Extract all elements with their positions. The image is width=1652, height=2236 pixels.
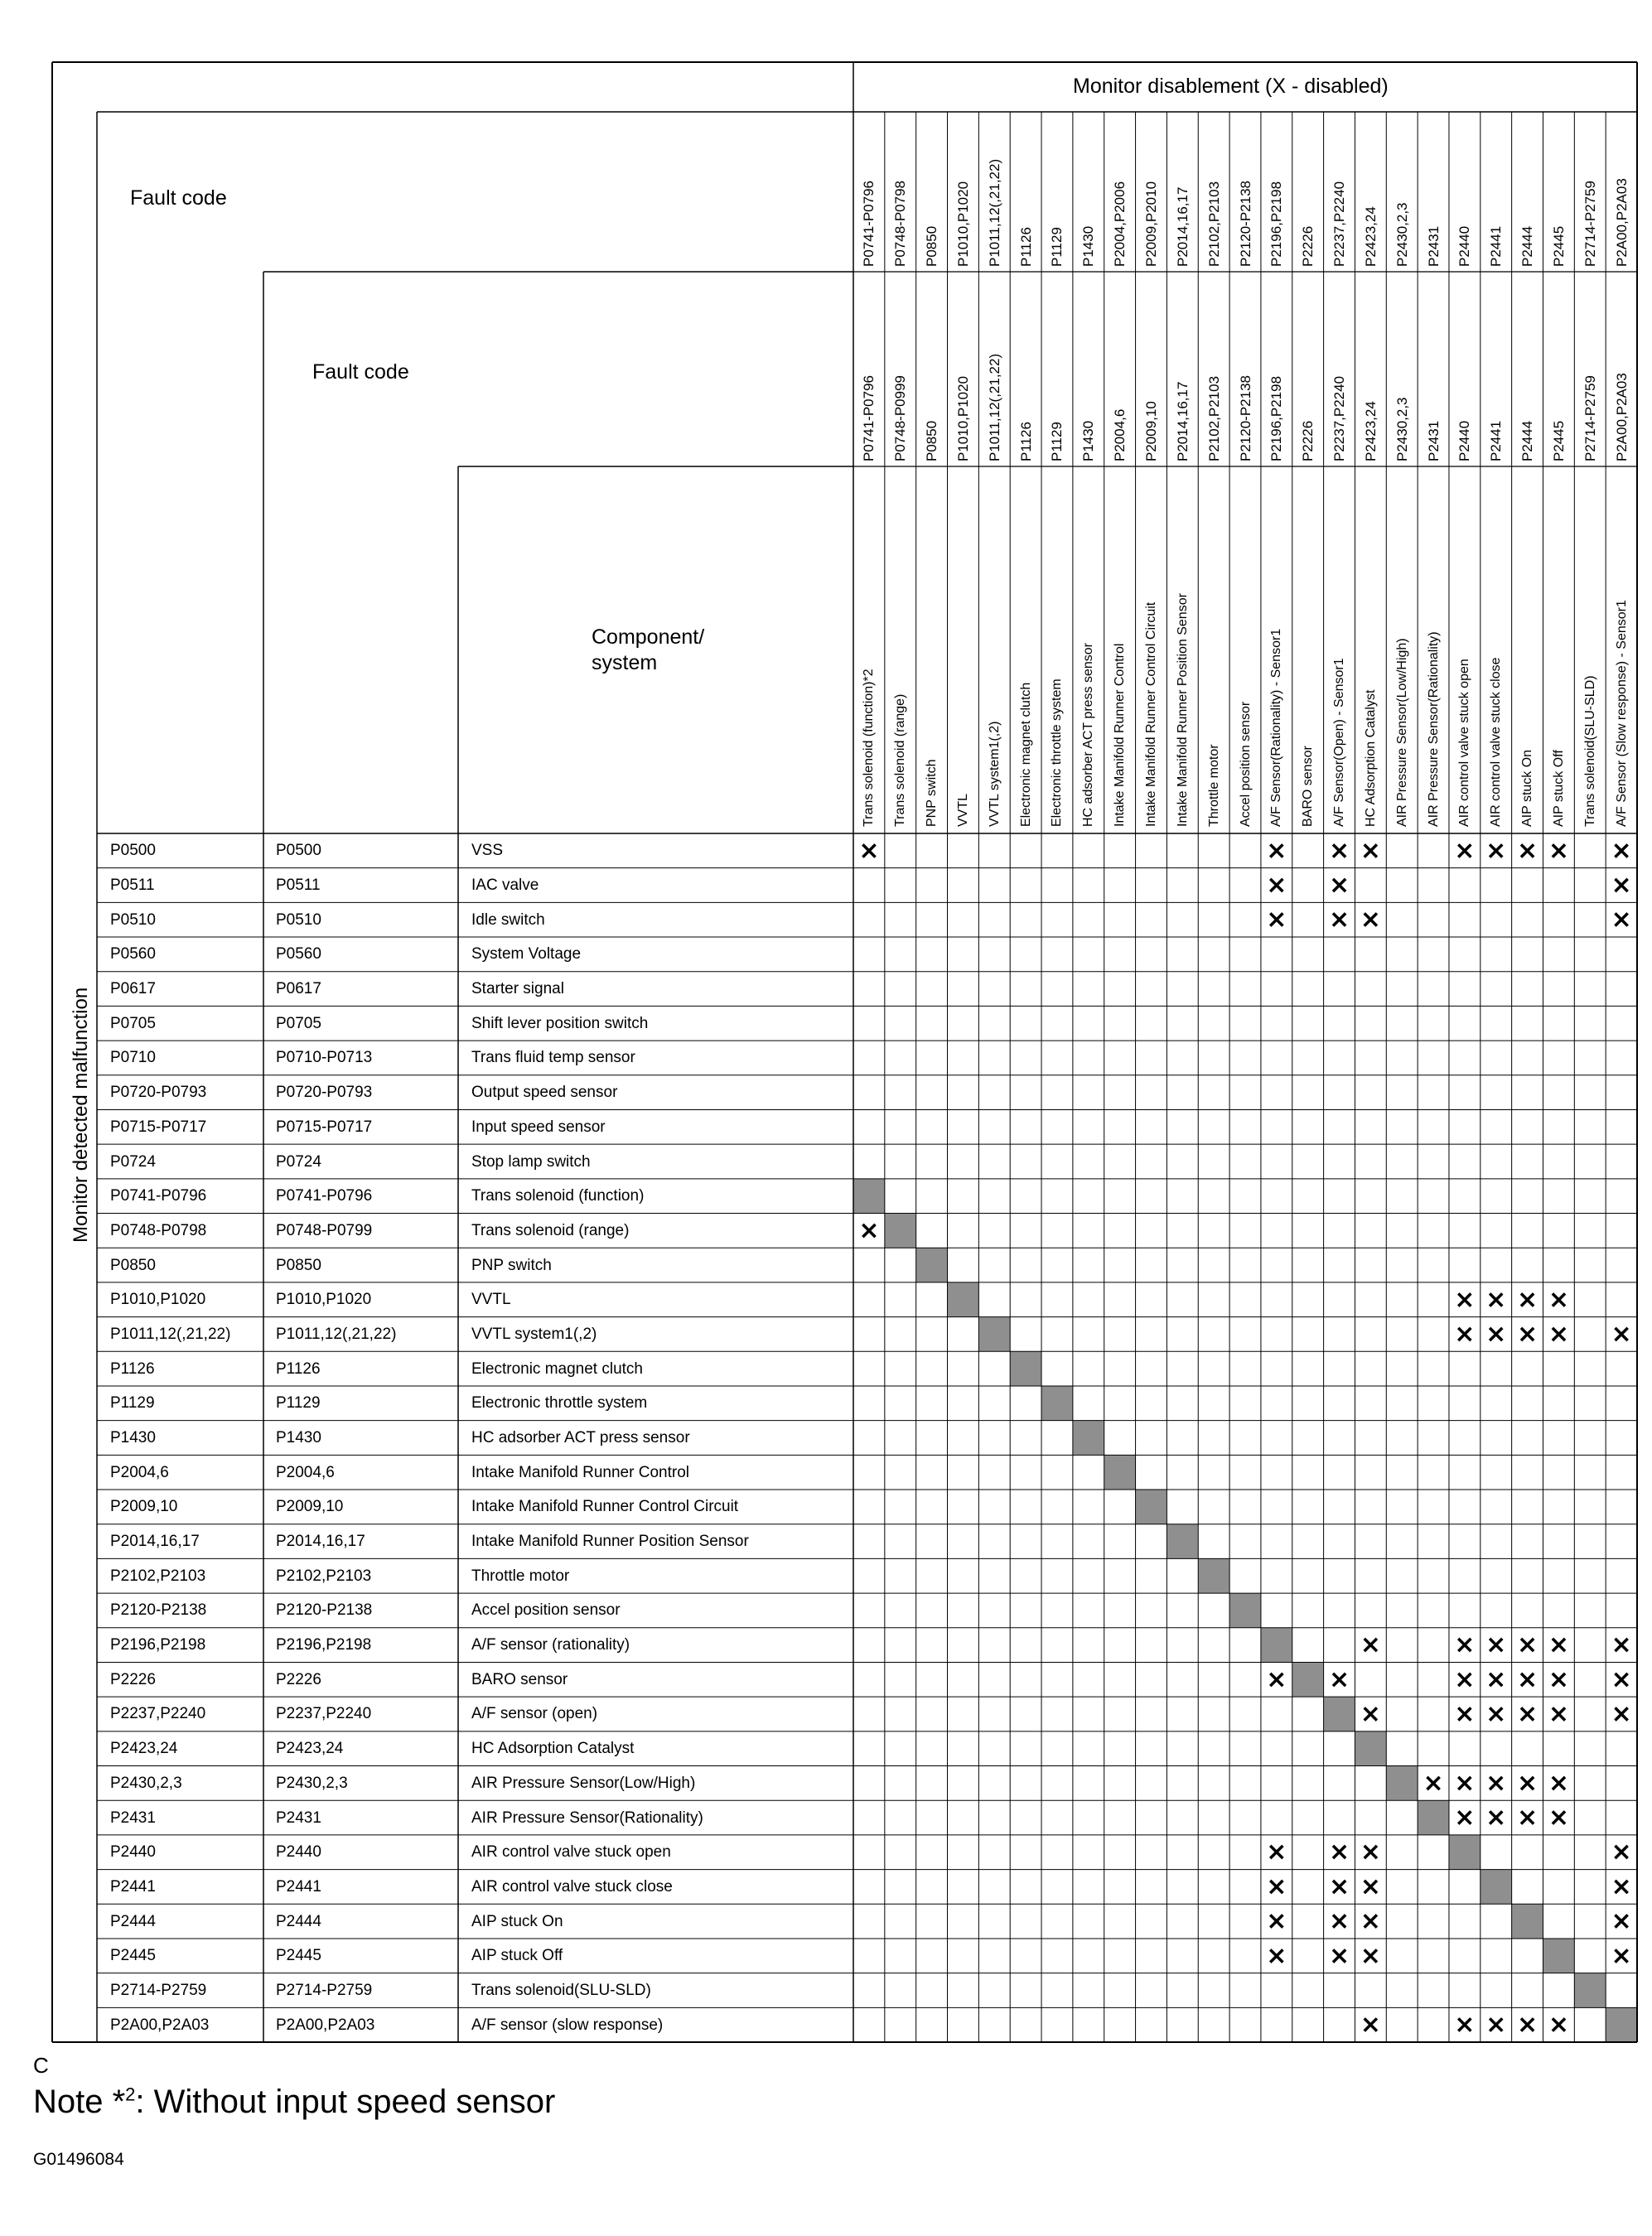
- disabled-x-mark: ×: [1611, 1319, 1632, 1349]
- disabled-x-mark: ×: [1266, 1941, 1287, 1971]
- column-header-component: Intake Manifold Runner Control Circuit: [1143, 601, 1158, 827]
- disabled-x-mark: ×: [1516, 1803, 1538, 1833]
- disabled-x-mark: ×: [1516, 1285, 1538, 1315]
- footnote-prefix: Note *: [33, 2084, 126, 2120]
- shaded-cell: [1324, 1697, 1355, 1731]
- column-header-code2: P2445: [1550, 420, 1567, 461]
- column-header-component: BARO sensor: [1301, 746, 1316, 827]
- shaded-cell: [1543, 1939, 1574, 1973]
- disabled-x-mark: ×: [1485, 1319, 1507, 1349]
- column-header-component: AIR Pressure Sensor(Rationality): [1426, 631, 1441, 827]
- column-header-component: AIP stuck Off: [1551, 750, 1566, 827]
- shaded-cell: [948, 1282, 979, 1317]
- row-code2: P1010,P1020: [276, 1291, 372, 1309]
- disabled-x-mark: ×: [1485, 836, 1507, 866]
- component-system-label-line2: system: [592, 651, 658, 674]
- column-header-code2: P2A00,P2A03: [1613, 373, 1630, 461]
- column-header-code1: P2004,P2006: [1112, 181, 1128, 267]
- row-code1: P0850: [110, 1256, 156, 1274]
- disabled-x-mark: ×: [1611, 871, 1632, 901]
- disabled-x-mark: ×: [1328, 1941, 1350, 1971]
- monitor-disablement-title: Monitor disablement (X - disabled): [1073, 75, 1389, 98]
- shaded-cell: [916, 1248, 948, 1282]
- disabled-x-mark: ×: [1328, 871, 1350, 901]
- row-code2: P2009,10: [276, 1498, 344, 1516]
- disabled-x-mark: ×: [1548, 1319, 1569, 1349]
- disabled-x-mark: ×: [1266, 1838, 1287, 1867]
- row-component: BARO sensor: [471, 1670, 568, 1688]
- disabled-x-mark: ×: [1360, 2010, 1381, 2040]
- row-component: PNP switch: [471, 1256, 552, 1274]
- disabled-x-mark: ×: [1454, 1630, 1476, 1660]
- shaded-cell: [1481, 1870, 1512, 1905]
- disabled-x-mark: ×: [1611, 836, 1632, 866]
- disabled-x-mark: ×: [1516, 836, 1538, 866]
- disabled-x-mark: ×: [1611, 905, 1632, 934]
- column-header-code2: P2009,10: [1142, 401, 1159, 461]
- column-header-code1: P2714-P2759: [1582, 181, 1598, 267]
- row-code2: P2445: [276, 1947, 321, 1965]
- footnote-superscript: 2: [125, 2084, 136, 2105]
- disabled-x-mark: ×: [1360, 836, 1381, 866]
- row-component: Electronic throttle system: [471, 1394, 648, 1413]
- disabled-x-mark: ×: [1485, 1664, 1507, 1694]
- row-code2: P2014,16,17: [276, 1533, 365, 1551]
- disabled-x-mark: ×: [1328, 1664, 1350, 1694]
- row-component: A/F sensor (rationality): [471, 1636, 630, 1654]
- row-component: Stop lamp switch: [471, 1152, 591, 1171]
- disabled-x-mark: ×: [1328, 1838, 1350, 1867]
- column-header-component: A/F Sensor(Open) - Sensor1: [1332, 658, 1347, 827]
- disabled-x-mark: ×: [1360, 1838, 1381, 1867]
- column-header-code1: P2430,2,3: [1394, 202, 1410, 267]
- column-header-code2: P2226: [1300, 420, 1316, 461]
- disabled-x-mark: ×: [1611, 1871, 1632, 1901]
- disabled-x-mark: ×: [1611, 1906, 1632, 1936]
- row-component: Shift lever position switch: [471, 1014, 649, 1032]
- column-header-component: Intake Manifold Runner Position Sensor: [1175, 593, 1190, 827]
- row-code1: P2423,24: [110, 1740, 178, 1758]
- disabled-x-mark: ×: [1454, 1699, 1476, 1729]
- disabled-x-mark: ×: [1548, 1664, 1569, 1694]
- column-header-code1: P2423,24: [1362, 206, 1379, 267]
- row-code2: P0715-P0717: [276, 1118, 373, 1136]
- column-header-component: AIP stuck On: [1520, 749, 1535, 827]
- row-code1: P2445: [110, 1947, 156, 1965]
- row-code1: P1126: [110, 1359, 155, 1378]
- row-code1: P2714-P2759: [110, 1981, 207, 1999]
- shaded-cell: [1104, 1455, 1136, 1490]
- row-component: Accel position sensor: [471, 1601, 621, 1620]
- row-code2: P0617: [276, 980, 321, 998]
- row-code2: P0724: [276, 1152, 321, 1171]
- column-header-code2: P2430,2,3: [1394, 397, 1410, 461]
- shaded-cell: [1261, 1628, 1292, 1663]
- row-code1: P2102,P2103: [110, 1567, 206, 1585]
- disabled-x-mark: ×: [1360, 1941, 1381, 1971]
- row-component: A/F sensor (slow response): [471, 2016, 664, 2034]
- row-code1: P0720-P0793: [110, 1084, 207, 1102]
- disabled-x-mark: ×: [1328, 905, 1350, 934]
- column-header-code1: P2431: [1425, 225, 1442, 267]
- row-code2: P2102,P2103: [276, 1567, 372, 1585]
- disabled-x-mark: ×: [1328, 1906, 1350, 1936]
- disabled-x-mark: ×: [1360, 1906, 1381, 1936]
- column-header-code1: P2102,P2103: [1205, 181, 1222, 267]
- row-component: AIR control valve stuck open: [471, 1843, 671, 1862]
- disabled-x-mark: ×: [1516, 1768, 1538, 1798]
- column-header-code1: P2441: [1488, 225, 1505, 267]
- row-code1: P0500: [110, 842, 156, 860]
- disabled-x-mark: ×: [1548, 836, 1569, 866]
- column-header-code2: P0741-P0796: [861, 375, 877, 461]
- row-component: HC adsorber ACT press sensor: [471, 1429, 690, 1446]
- row-code2: P0748-P0799: [276, 1221, 373, 1239]
- disabled-x-mark: ×: [1548, 1768, 1569, 1798]
- row-code1: P0748-P0798: [110, 1221, 207, 1239]
- column-header-code1: P1126: [1017, 227, 1034, 267]
- disabled-x-mark: ×: [1485, 1285, 1507, 1315]
- row-component: AIR Pressure Sensor(Low/High): [471, 1774, 696, 1792]
- column-header-code2: P2120-P2138: [1237, 375, 1253, 461]
- figure-id: G01496084: [33, 2150, 124, 2169]
- disabled-x-mark: ×: [1360, 1630, 1381, 1660]
- shaded-cell: [978, 1317, 1010, 1352]
- column-header-component: HC Adsorption Catalyst: [1363, 689, 1378, 827]
- column-header-code1: P2120-P2138: [1237, 181, 1253, 267]
- row-component: A/F sensor (open): [471, 1705, 598, 1723]
- row-code2: P0510: [276, 910, 321, 929]
- column-header-code2: P2444: [1519, 420, 1536, 461]
- fault-code-label-2: Fault code: [312, 360, 409, 384]
- disabled-x-mark: ×: [1423, 1768, 1444, 1798]
- disabled-x-mark: ×: [1360, 905, 1381, 934]
- disabled-x-mark: ×: [1266, 905, 1287, 934]
- row-code1: P2A00,P2A03: [110, 2016, 210, 2034]
- column-header-code1: P2445: [1550, 225, 1567, 267]
- column-header-code2: P2196,P2198: [1268, 375, 1285, 461]
- column-header-code2: P1430: [1080, 420, 1097, 461]
- row-code1: P2440: [110, 1843, 156, 1862]
- row-code1: P0560: [110, 945, 156, 963]
- row-component: AIP stuck On: [471, 1912, 563, 1930]
- row-code2: P0850: [276, 1256, 321, 1274]
- fault-code-label-1: Fault code: [130, 186, 227, 210]
- row-component: Throttle motor: [471, 1567, 570, 1585]
- disabled-x-mark: ×: [1485, 2010, 1507, 2040]
- row-component: VVTL: [471, 1291, 511, 1309]
- column-header-code1: P1430: [1080, 225, 1097, 267]
- disabled-x-mark: ×: [1266, 1906, 1287, 1936]
- row-component: Idle switch: [471, 910, 545, 929]
- column-header-component: Trans solenoid(SLU-SLD): [1582, 675, 1597, 827]
- disabled-x-mark: ×: [1548, 1630, 1569, 1660]
- disabled-x-mark: ×: [1485, 1768, 1507, 1798]
- disabled-x-mark: ×: [1485, 1699, 1507, 1729]
- column-header-code1: P1129: [1049, 227, 1065, 267]
- shaded-cell: [1073, 1421, 1104, 1456]
- row-code2: P2120-P2138: [276, 1601, 373, 1620]
- row-code1: P2009,10: [110, 1498, 178, 1516]
- row-component: Output speed sensor: [471, 1084, 618, 1102]
- shaded-cell: [1606, 2007, 1637, 2042]
- disabled-x-mark: ×: [1360, 1699, 1381, 1729]
- column-header-component: HC adsorber ACT press sensor: [1081, 642, 1096, 827]
- row-code1: P2120-P2138: [110, 1601, 207, 1620]
- row-code2: P2444: [276, 1912, 321, 1930]
- disabled-x-mark: ×: [1548, 1285, 1569, 1315]
- row-code1: P2237,P2240: [110, 1705, 206, 1723]
- column-header-code1: P2A00,P2A03: [1613, 178, 1630, 267]
- disabled-x-mark: ×: [1516, 1319, 1538, 1349]
- component-system-label-line1: Component/: [592, 625, 705, 649]
- disabled-x-mark: ×: [1454, 1319, 1476, 1349]
- row-code2: P2440: [276, 1843, 321, 1862]
- row-component: Trans fluid temp sensor: [471, 1049, 635, 1067]
- row-code1: P2226: [110, 1670, 156, 1688]
- row-code1: P2004,6: [110, 1463, 169, 1481]
- row-code1: P2441: [110, 1877, 156, 1896]
- row-code2: P0741-P0796: [276, 1187, 373, 1205]
- column-header-component: Accel position sensor: [1238, 701, 1253, 827]
- row-code1: P1430: [110, 1429, 156, 1446]
- row-code1: P2196,P2198: [110, 1636, 206, 1654]
- column-header-code1: P2014,16,17: [1174, 186, 1191, 267]
- footnote: [33, 2084, 555, 2121]
- column-header-component: PNP switch: [925, 759, 940, 827]
- shaded-cell: [885, 1214, 916, 1248]
- disabled-x-mark: ×: [1454, 1803, 1476, 1833]
- disabled-x-mark: ×: [1611, 1941, 1632, 1971]
- row-code2: P2237,P2240: [276, 1705, 372, 1723]
- row-component: AIR Pressure Sensor(Rationality): [471, 1809, 703, 1827]
- column-header-code1: P2226: [1300, 225, 1316, 267]
- column-header-code2: P2431: [1425, 420, 1442, 461]
- column-header-code2: P2714-P2759: [1582, 375, 1598, 461]
- row-component: Intake Manifold Runner Control: [471, 1463, 689, 1481]
- disabled-x-mark: ×: [1548, 2010, 1569, 2040]
- row-code2: P2A00,P2A03: [276, 2016, 375, 2034]
- row-code2: P1126: [276, 1359, 321, 1378]
- shaded-cell: [1198, 1558, 1229, 1593]
- column-header-component: AIR Pressure Sensor(Low/High): [1394, 638, 1409, 827]
- disabled-x-mark: ×: [1454, 2010, 1476, 2040]
- column-header-code1: P2444: [1519, 225, 1536, 267]
- row-code2: P0705: [276, 1014, 321, 1032]
- row-code2: P2431: [276, 1809, 321, 1827]
- disabled-x-mark: ×: [1485, 1630, 1507, 1660]
- column-header-code1: P2237,P2240: [1331, 181, 1348, 267]
- row-code2: P1011,12(,21,22): [276, 1325, 397, 1343]
- column-header-code2: P2423,24: [1362, 401, 1379, 461]
- disabled-x-mark: ×: [1454, 1664, 1476, 1694]
- row-code2: P2196,P2198: [276, 1636, 372, 1654]
- disabled-x-mark: ×: [1266, 1871, 1287, 1901]
- disabled-x-mark: ×: [1516, 2010, 1538, 2040]
- monitor-detected-malfunction-label: Monitor detected malfunction: [70, 987, 92, 1243]
- row-code1: P0705: [110, 1014, 156, 1032]
- disabled-x-mark: ×: [1516, 1630, 1538, 1660]
- disabled-x-mark: ×: [1454, 836, 1476, 866]
- row-component: Trans solenoid (range): [471, 1221, 630, 1239]
- column-header-code2: P1011,12(,21,22): [986, 353, 1002, 461]
- column-header-code1: P2440: [1456, 225, 1473, 267]
- disabled-x-mark: ×: [1611, 1664, 1632, 1694]
- column-header-code2: P0850: [924, 420, 940, 461]
- shaded-cell: [1292, 1662, 1324, 1697]
- corner-letter: C: [33, 2053, 49, 2078]
- row-code1: P0617: [110, 980, 156, 998]
- disabled-x-mark: ×: [1266, 871, 1287, 901]
- row-component: AIP stuck Off: [471, 1947, 563, 1965]
- shaded-cell: [1010, 1351, 1041, 1386]
- shaded-cell: [1041, 1386, 1073, 1421]
- row-code2: P1129: [276, 1394, 321, 1413]
- shaded-cell: [1449, 1835, 1481, 1870]
- row-code2: P2226: [276, 1670, 321, 1688]
- disabled-x-mark: ×: [1328, 1871, 1350, 1901]
- row-component: IAC valve: [471, 877, 539, 895]
- row-component: System Voltage: [471, 945, 582, 963]
- column-header-code1: P0748-P0798: [892, 181, 909, 267]
- column-header-code1: P1011,12(,21,22): [986, 158, 1002, 267]
- disabled-x-mark: ×: [1548, 1803, 1569, 1833]
- column-header-component: Trans solenoid (function)*2: [862, 669, 877, 827]
- row-code2: P0500: [276, 842, 321, 860]
- column-header-component: AIR control valve stuck open: [1457, 659, 1472, 827]
- row-component: VSS: [471, 842, 504, 860]
- row-component: VVTL system1(,2): [471, 1325, 597, 1343]
- row-code1: P2431: [110, 1809, 156, 1827]
- row-code2: P2441: [276, 1877, 321, 1896]
- row-component: AIR control valve stuck close: [471, 1877, 673, 1896]
- column-header-component: Intake Manifold Runner Control: [1113, 643, 1128, 827]
- row-code1: P0710: [110, 1049, 156, 1067]
- row-code2: P2423,24: [276, 1740, 344, 1758]
- disabled-x-mark: ×: [858, 836, 880, 866]
- disabled-x-mark: ×: [1611, 1699, 1632, 1729]
- column-header-code2: P2441: [1488, 420, 1505, 461]
- column-header-code1: P2196,P2198: [1268, 181, 1285, 267]
- disabled-x-mark: ×: [1360, 1871, 1381, 1901]
- column-header-code1: P0850: [924, 225, 940, 267]
- disabled-x-mark: ×: [1328, 836, 1350, 866]
- column-header-component: VVTL system1(,2): [987, 721, 1002, 827]
- column-header-component: A/F Sensor(Rationality) - Sensor1: [1269, 628, 1284, 827]
- shaded-cell: [1136, 1490, 1167, 1524]
- column-header-code1: P0741-P0796: [861, 181, 877, 267]
- column-header-component: A/F Sensor (Slow response) - Sensor1: [1614, 600, 1629, 827]
- column-header-component: Electronic magnet clutch: [1018, 682, 1033, 827]
- column-header-component: Throttle motor: [1206, 744, 1221, 827]
- column-header-component: Electronic throttle system: [1050, 679, 1065, 827]
- column-header-code1: P2009,P2010: [1142, 181, 1159, 267]
- column-header-code1: P1010,P1020: [954, 181, 971, 267]
- footnote-text: : Without input speed sensor: [135, 2084, 556, 2120]
- disabled-x-mark: ×: [1454, 1768, 1476, 1798]
- column-header-code2: P1010,P1020: [954, 375, 971, 461]
- row-component: Intake Manifold Runner Position Sensor: [471, 1533, 749, 1551]
- disabled-x-mark: ×: [1516, 1664, 1538, 1694]
- row-code2: P1430: [276, 1429, 321, 1446]
- disabled-x-mark: ×: [1485, 1803, 1507, 1833]
- shaded-cell: [1167, 1524, 1198, 1559]
- row-component: Input speed sensor: [471, 1118, 606, 1136]
- shaded-cell: [1229, 1593, 1261, 1628]
- row-component: Electronic magnet clutch: [471, 1359, 643, 1378]
- row-code2: P0720-P0793: [276, 1084, 373, 1102]
- column-header-code2: P1129: [1049, 422, 1065, 461]
- column-header-code2: P0748-P0999: [892, 375, 909, 461]
- column-header-code2: P2004,6: [1112, 408, 1128, 461]
- row-code2: P2004,6: [276, 1463, 335, 1481]
- shaded-cell: [1418, 1800, 1449, 1835]
- row-code1: P0510: [110, 910, 156, 929]
- column-header-code2: P2237,P2240: [1331, 375, 1348, 461]
- row-code1: P0715-P0717: [110, 1118, 207, 1136]
- row-code1: P0511: [110, 877, 155, 895]
- disabled-x-mark: ×: [858, 1215, 880, 1245]
- row-code1: P2014,16,17: [110, 1533, 200, 1551]
- row-code2: P0511: [276, 877, 321, 895]
- row-code2: P0560: [276, 945, 321, 963]
- shaded-cell: [1355, 1731, 1386, 1766]
- disabled-x-mark: ×: [1454, 1285, 1476, 1315]
- disabled-x-mark: ×: [1266, 836, 1287, 866]
- row-component: HC Adsorption Catalyst: [471, 1740, 635, 1758]
- shaded-cell: [1574, 1973, 1606, 2008]
- disabled-x-mark: ×: [1266, 1664, 1287, 1694]
- disabled-x-mark: ×: [1516, 1699, 1538, 1729]
- row-code1: P2430,2,3: [110, 1774, 182, 1792]
- row-code1: P1010,P1020: [110, 1291, 206, 1309]
- row-code1: P1011,12(,21,22): [110, 1325, 231, 1343]
- column-header-component: Trans solenoid (range): [893, 693, 908, 827]
- disabled-x-mark: ×: [1611, 1838, 1632, 1867]
- row-component: Intake Manifold Runner Control Circuit: [471, 1498, 739, 1516]
- row-component: Trans solenoid(SLU-SLD): [471, 1981, 651, 1999]
- disabled-x-mark: ×: [1548, 1699, 1569, 1729]
- row-code1: P2444: [110, 1912, 156, 1930]
- row-code2: P2714-P2759: [276, 1981, 373, 1999]
- row-code2: P0710-P0713: [276, 1049, 373, 1067]
- shaded-cell: [1386, 1766, 1418, 1801]
- column-header-code2: P2102,P2103: [1205, 375, 1222, 461]
- column-header-component: VVTL: [955, 793, 970, 827]
- shaded-cell: [853, 1179, 885, 1214]
- column-header-code2: P2440: [1456, 420, 1473, 461]
- row-code1: P1129: [110, 1394, 155, 1413]
- column-header-code2: P1126: [1017, 422, 1034, 461]
- column-header-component: AIR control valve stuck close: [1489, 657, 1504, 827]
- row-component: Trans solenoid (function): [471, 1187, 645, 1205]
- disabled-x-mark: ×: [1611, 1630, 1632, 1660]
- shaded-cell: [1512, 1904, 1543, 1939]
- row-code1: P0724: [110, 1152, 156, 1171]
- row-code2: P2430,2,3: [276, 1774, 348, 1792]
- row-component: Starter signal: [471, 980, 564, 998]
- column-header-code2: P2014,16,17: [1174, 381, 1191, 461]
- row-code1: P0741-P0796: [110, 1187, 207, 1205]
